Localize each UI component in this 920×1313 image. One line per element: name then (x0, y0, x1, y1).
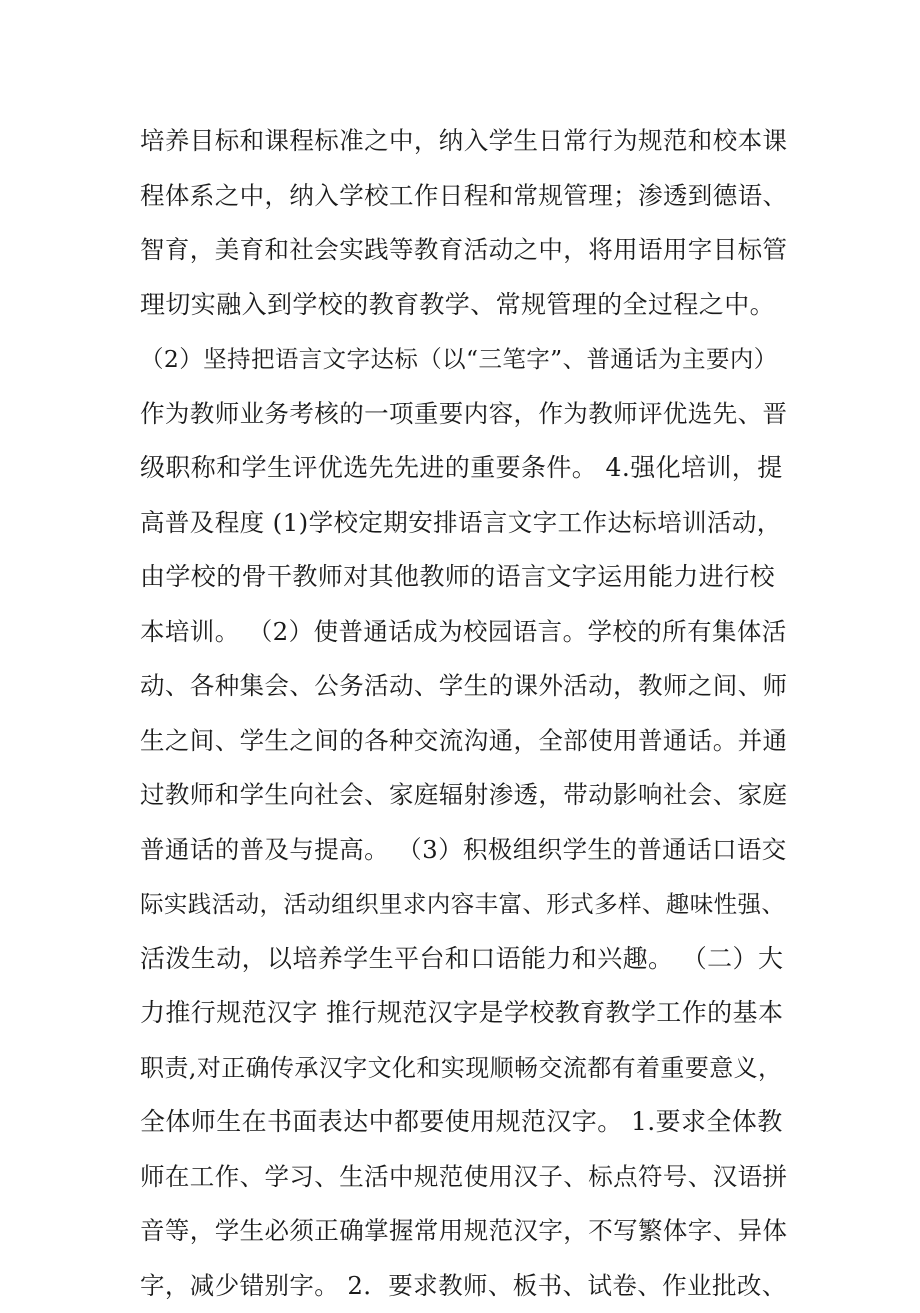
text-line: 普通话的普及与提高。 （3）积极组织学生的普通话口语交 (140, 823, 790, 878)
text-line: 过教师和学生向社会、家庭辐射渗透，带动影响社会、家庭 (140, 768, 790, 823)
text-line: 培养目标和课程标准之中，纳入学生日常行为规范和校本课 (140, 114, 790, 169)
text-line: 字，减少错别字。 2．要求教师、板书、试卷、作业批改、 (140, 1259, 790, 1313)
text-line: 高普及程度 (1)学校定期安排语言文字工作达标培训活动， (140, 496, 790, 551)
body-text (140, 114, 790, 1313)
text-line: 际实践活动，活动组织里求内容丰富、形式多样、趣味性强、 (140, 877, 790, 932)
text-line: 音等，学生必须正确掌握常用规范汉字，不写繁体字、异体 (140, 1204, 790, 1259)
text-line: 智育，美育和社会实践等教育活动之中，将用语用字目标管 (140, 223, 790, 278)
text-line: 师在工作、学习、生活中规范使用汉子、标点符号、汉语拼 (140, 1150, 790, 1205)
text-line: 活泼生动，以培养学生平台和口语能力和兴趣。 （二）大 (140, 932, 790, 987)
text-line: 本培训。 （2）使普通话成为校园语言。学校的所有集体活 (140, 605, 790, 660)
text-line: 程体系之中，纳入学校工作日程和常规管理；渗透到德语、 (140, 169, 790, 224)
text-line: 全体师生在书面表达中都要使用规范汉字。 1.要求全体教 (140, 1095, 790, 1150)
text-line: 理切实融入到学校的教育教学、常规管理的全过程之中。 (140, 278, 790, 333)
text-line: 由学校的骨干教师对其他教师的语言文字运用能力进行校 (140, 550, 790, 605)
text-line: 动、各种集会、公务活动、学生的课外活动，教师之间、师 (140, 659, 790, 714)
text-line: 生之间、学生之间的各种交流沟通，全部使用普通话。并通 (140, 714, 790, 769)
text-line: 职责,对正确传承汉字文化和实现顺畅交流都有着重要意义， (140, 1041, 790, 1096)
text-line: （2）坚持把语言文字达标（以“三笔字”、普通话为主要内） (140, 332, 790, 387)
text-line: 力推行规范汉字 推行规范汉字是学校教育教学工作的基本 (140, 986, 790, 1041)
text-line: 级职称和学生评优选先先进的重要条件。 4.强化培训，提 (140, 441, 790, 496)
text-line: 作为教师业务考核的一项重要内容，作为教师评优选先、晋 (140, 387, 790, 442)
